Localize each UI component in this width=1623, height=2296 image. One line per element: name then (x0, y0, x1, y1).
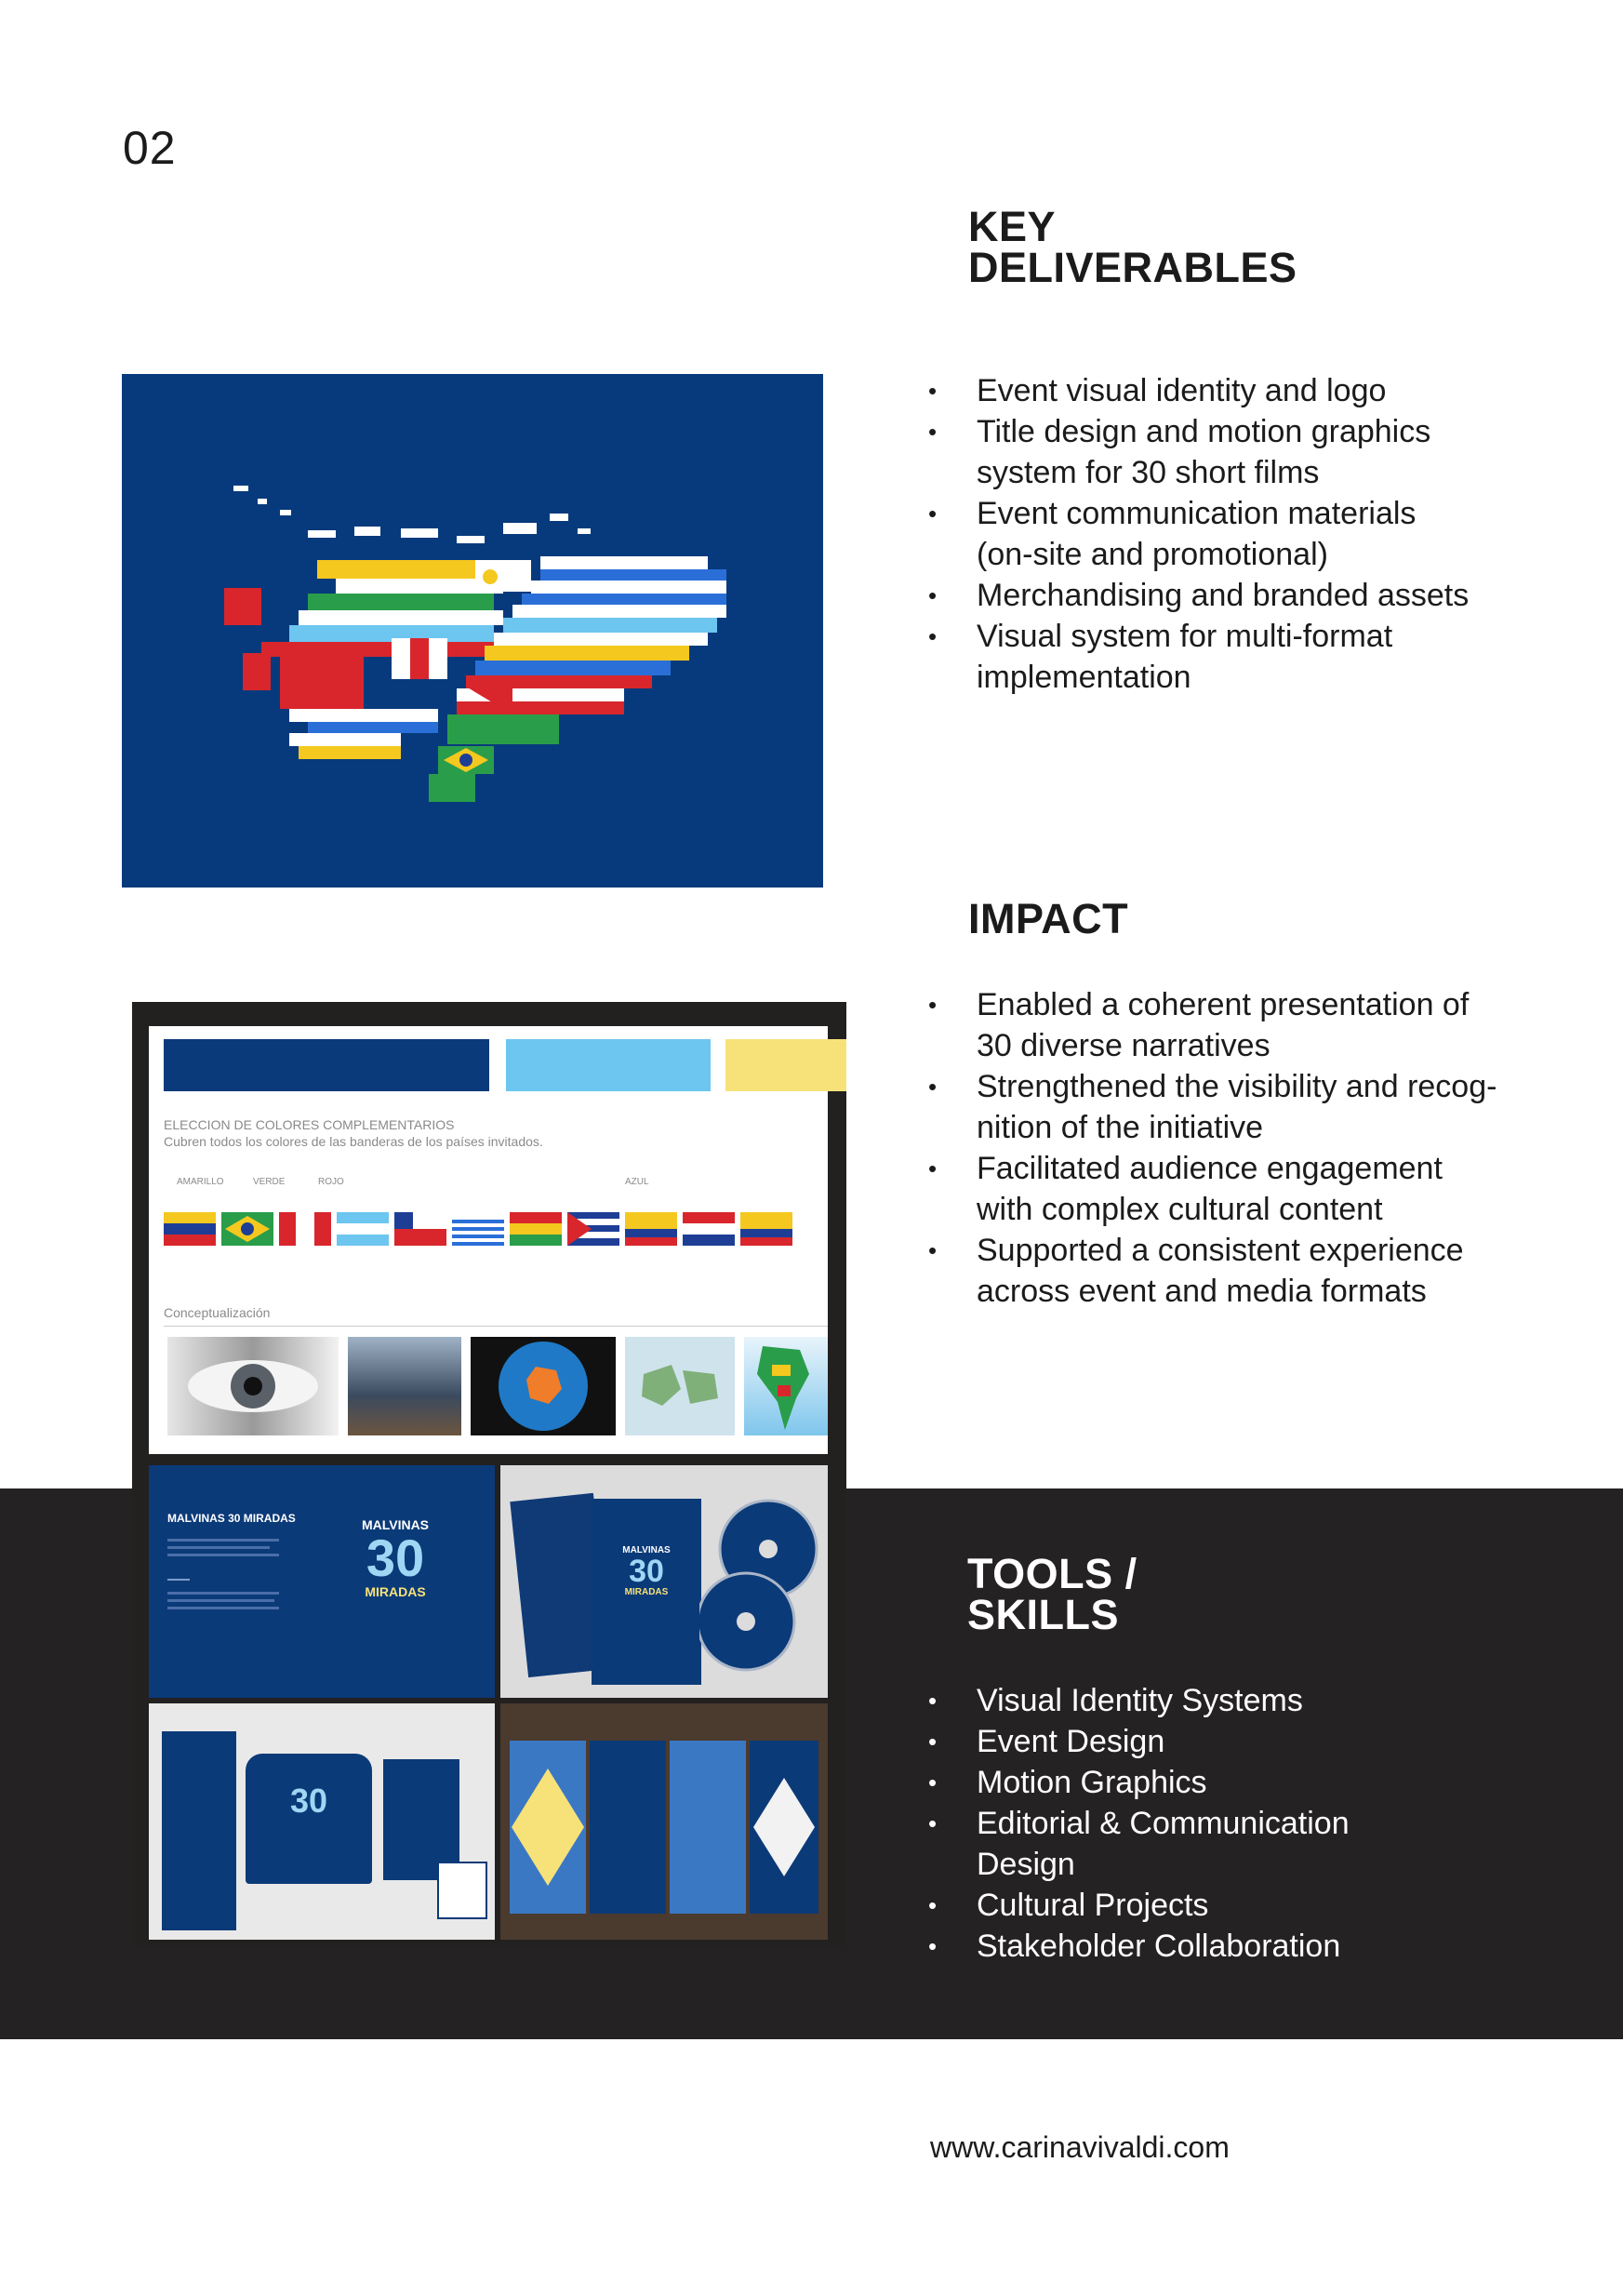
logo-number: 30 (366, 1528, 425, 1587)
map-thumbnail (625, 1337, 735, 1435)
list-item-line: • Visual Identity Systems (977, 1683, 1303, 1718)
color-label: AMARILLO (177, 1177, 224, 1187)
brand-board-image (132, 1002, 846, 1945)
venue-panel-1 (510, 1741, 586, 1914)
heading-line: DELIVERABLES (968, 244, 1297, 291)
tshirt-logo-number: 30 (289, 1782, 328, 1820)
flag-chile (394, 1212, 446, 1246)
flag-peru (279, 1212, 331, 1246)
list-item-line: across event and media formats (977, 1274, 1427, 1309)
panel-body-text (167, 1534, 288, 1614)
color-label: VERDE (253, 1177, 286, 1187)
north-islets (233, 486, 591, 543)
diamond-shape (750, 1741, 818, 1914)
list-item-line: • Motion Graphics (977, 1765, 1207, 1800)
list-item (928, 1803, 1579, 1885)
list-item (928, 370, 1579, 411)
list-item (928, 616, 1579, 698)
list-item-line: • Title design and motion graphics (977, 414, 1431, 449)
board-inner (141, 1015, 835, 1945)
list-item-line: • Event Design (977, 1724, 1165, 1759)
colors-caption-subtitle: Cubren todos los colores de las banderas de los países invitados. (164, 1134, 543, 1149)
list-item-line: with complex cultural content (977, 1192, 1383, 1227)
venue-panel-4 (750, 1741, 818, 1914)
dvd-logo-number: 30 (629, 1554, 664, 1589)
key-deliverables-list (928, 370, 1579, 698)
heading-line: KEY (968, 203, 1057, 250)
list-item-line: • Cultural Projects (977, 1888, 1209, 1923)
navy-swatch (164, 1039, 489, 1091)
flag-argentina (337, 1212, 389, 1246)
list-item-line: • Strengthened the visibility and recog- (977, 1069, 1497, 1104)
event-logo (316, 1517, 474, 1599)
list-item-line: • Stakeholder Collaboration (977, 1929, 1341, 1964)
dvd-discs (699, 1499, 820, 1685)
list-item (928, 1230, 1579, 1312)
tools-skills-list (928, 1680, 1579, 1967)
impact-heading (968, 895, 1129, 942)
list-item-line: • Event visual identity and logo (977, 373, 1387, 408)
list-item-line: • Facilitated audience engagement (977, 1151, 1443, 1186)
list-item-line: nition of the initiative (977, 1110, 1264, 1145)
dvd-logo-bottom: MIRADAS (624, 1587, 669, 1597)
eye-thumbnail (167, 1337, 339, 1435)
flag-colombia (740, 1212, 792, 1246)
logo-top-text: MALVINAS (361, 1517, 430, 1532)
page-number: 02 (123, 122, 177, 174)
list-item (928, 575, 1579, 616)
flags-map-illustration (122, 374, 823, 888)
list-item (928, 1680, 1579, 1721)
list-item-line: • Merchandising and branded assets (977, 578, 1470, 613)
eye-icon (167, 1337, 339, 1435)
logo-bottom-text: MIRADAS (365, 1584, 426, 1599)
venue-panel-3 (670, 1741, 746, 1914)
list-item (928, 411, 1579, 493)
globe-thumbnail (471, 1337, 616, 1435)
impact-list (928, 984, 1579, 1312)
heading-line: SKILLS (967, 1591, 1120, 1638)
venue-panel-2 (590, 1741, 666, 1914)
panel-title: MALVINAS 30 MIRADAS (167, 1512, 296, 1525)
list-item (928, 1148, 1579, 1230)
website-link[interactable]: www.carinavivaldi.com (930, 2130, 1230, 2164)
list-item-line: system for 30 short films (977, 455, 1320, 490)
key-deliverables-heading (968, 203, 1297, 291)
event-venue-panel (500, 1703, 828, 1940)
divider (164, 1326, 828, 1327)
islands-map-icon (625, 1337, 735, 1435)
light-blue-swatch (506, 1039, 711, 1091)
dvd-case-front (592, 1499, 701, 1685)
list-item-line: Design (977, 1847, 1075, 1882)
heading-line: TOOLS / (967, 1550, 1137, 1597)
list-item (928, 1885, 1579, 1926)
list-item-line: implementation (977, 660, 1191, 695)
identity-panel (149, 1465, 495, 1698)
list-item (928, 1066, 1579, 1148)
list-item-line: 30 diverse narratives (977, 1028, 1270, 1063)
color-label: AZUL (625, 1177, 649, 1187)
list-item-line: • Visual system for multi-format (977, 619, 1393, 654)
yellow-swatch (725, 1039, 846, 1091)
flags-map-image (122, 374, 823, 888)
list-item-line: • Editorial & Communication (977, 1806, 1350, 1841)
rollup-banner (162, 1731, 236, 1930)
continent-icon (744, 1337, 828, 1435)
flag-bearer-thumbnail (348, 1337, 461, 1435)
list-item (928, 1721, 1579, 1762)
flag-brazil (221, 1212, 273, 1246)
flag-bolivia (510, 1212, 562, 1246)
list-item (928, 984, 1579, 1066)
dvd-packaging-panel (500, 1465, 828, 1698)
flag-uruguay (452, 1212, 504, 1246)
diamond-shape (510, 1741, 586, 1914)
tshirt (246, 1754, 372, 1884)
latam-thumbnail (744, 1337, 828, 1435)
colors-caption-title: ELECCION DE COLORES COMPLEMENTARIOS (164, 1117, 455, 1132)
flag-venezuela (164, 1212, 216, 1246)
list-item-line: • Event communication materials (977, 496, 1417, 531)
tools-skills-heading (967, 1550, 1137, 1638)
merchandise-panel (149, 1703, 495, 1940)
list-item (928, 493, 1579, 575)
list-item (928, 1762, 1579, 1803)
list-item (928, 1926, 1579, 1967)
mug (437, 1862, 487, 1919)
list-item-line: • Supported a consistent experience (977, 1233, 1464, 1268)
color-label: ROJO (318, 1177, 344, 1187)
list-item-line: (on-site and promotional) (977, 537, 1328, 572)
concept-label: Conceptualización (164, 1305, 271, 1320)
flag-paraguay (683, 1212, 735, 1246)
globe-icon (471, 1337, 616, 1435)
color-concept-sheet (149, 1026, 828, 1454)
dvd-logo-top: MALVINAS (622, 1545, 671, 1555)
flag-cuba (567, 1212, 619, 1246)
flag-row (164, 1208, 833, 1249)
flag-ecuador (625, 1212, 677, 1246)
heading-line: IMPACT (968, 895, 1129, 942)
list-item-line: • Enabled a coherent presentation of (977, 987, 1470, 1022)
